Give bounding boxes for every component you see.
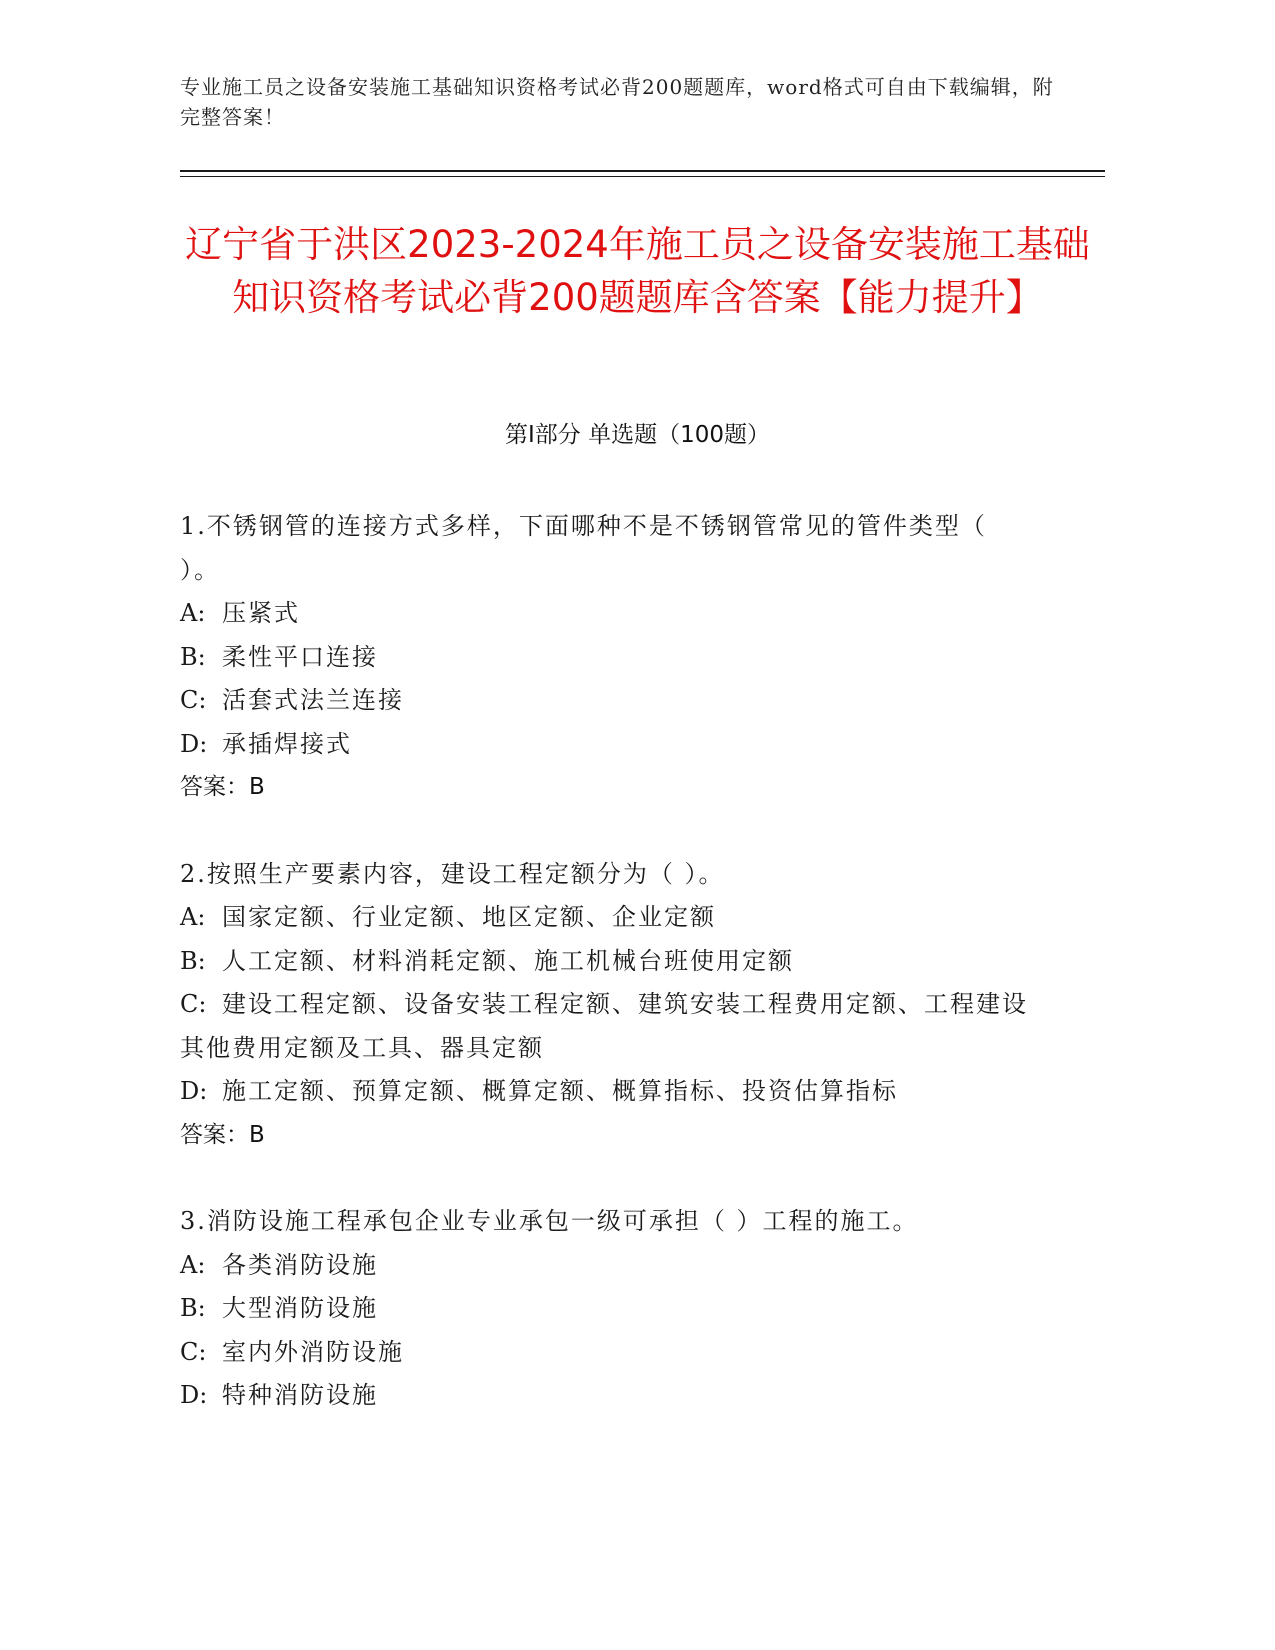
question-stem: 3.消防设施工程承包企业专业承包一级可承担（ ）工程的施工。 <box>180 1207 919 1235</box>
option-d <box>180 723 1030 767</box>
question-3 <box>180 1200 1030 1418</box>
option-a <box>180 896 1030 940</box>
option-text: 人工定额、材料消耗定额、施工机械台班使用定额 <box>222 946 794 975</box>
option-text: 室内外消防设施 <box>222 1337 404 1366</box>
option-text: 承插焊接式 <box>222 729 352 758</box>
option-text: 国家定额、行业定额、地区定额、企业定额 <box>222 903 716 931</box>
option-c <box>180 1331 1030 1375</box>
option-letter: D: <box>180 1381 208 1409</box>
option-text: 各类消防设施 <box>222 1250 378 1279</box>
answer-key: 答案：B <box>180 774 265 800</box>
option-letter: C: <box>180 990 207 1018</box>
option-text: 柔性平口连接 <box>222 642 378 671</box>
option-a <box>180 1244 1030 1288</box>
header-divider-thin <box>180 176 1105 177</box>
option-letter: D: <box>180 729 208 758</box>
question-1 <box>180 505 1030 810</box>
option-b <box>180 940 1030 984</box>
option-b <box>180 636 1030 680</box>
option-c <box>180 983 1030 1070</box>
header-divider-thick <box>180 170 1105 172</box>
question-stem: 2.按照生产要素内容，建设工程定额分为（ ）。 <box>180 859 725 888</box>
option-b <box>180 1287 1030 1331</box>
option-c <box>180 679 1030 723</box>
option-letter: A: <box>180 1250 206 1279</box>
option-letter: A: <box>180 599 206 627</box>
option-letter: A: <box>180 903 206 931</box>
option-text: 施工定额、预算定额、概算定额、概算指标、投资估算指标 <box>222 1077 898 1105</box>
option-letter: B: <box>180 642 206 671</box>
question-2 <box>180 853 1030 1158</box>
option-letter: C: <box>180 1337 207 1366</box>
option-d <box>180 1070 1030 1114</box>
answer-key: 答案：B <box>180 1121 265 1148</box>
document-title: 辽宁省于洪区2023-2024年施工员之设备安装施工基础知识资格考试必背200题题库含答案【能力提升】 <box>185 223 1090 319</box>
option-letter: D: <box>180 1077 208 1105</box>
option-text: 压紧式 <box>222 599 300 627</box>
option-a <box>180 592 1030 636</box>
option-letter: C: <box>180 686 207 714</box>
option-text: 活套式法兰连接 <box>222 686 404 714</box>
option-text: 特种消防设施 <box>222 1381 378 1409</box>
option-letter: B: <box>180 1294 206 1322</box>
option-letter: B: <box>180 946 206 975</box>
question-stem: 1.不锈钢管的连接方式多样，下面哪种不是不锈钢管常见的管件类型（ ）。 <box>180 512 987 584</box>
option-d <box>180 1374 1030 1418</box>
section-heading: 第Ⅰ部分 单选题（100题） <box>505 422 770 448</box>
question-list <box>180 505 1030 1461</box>
option-text: 建设工程定额、设备安装工程定额、建筑安装工程费用定额、工程建设其他费用定额及工具、器具定额 <box>180 990 1028 1062</box>
option-text: 大型消防设施 <box>222 1294 378 1322</box>
header-note: 专业施工员之设备安装施工基础知识资格考试必背200题题库，word格式可自由下载编辑，附完整答案！ <box>180 75 1054 129</box>
